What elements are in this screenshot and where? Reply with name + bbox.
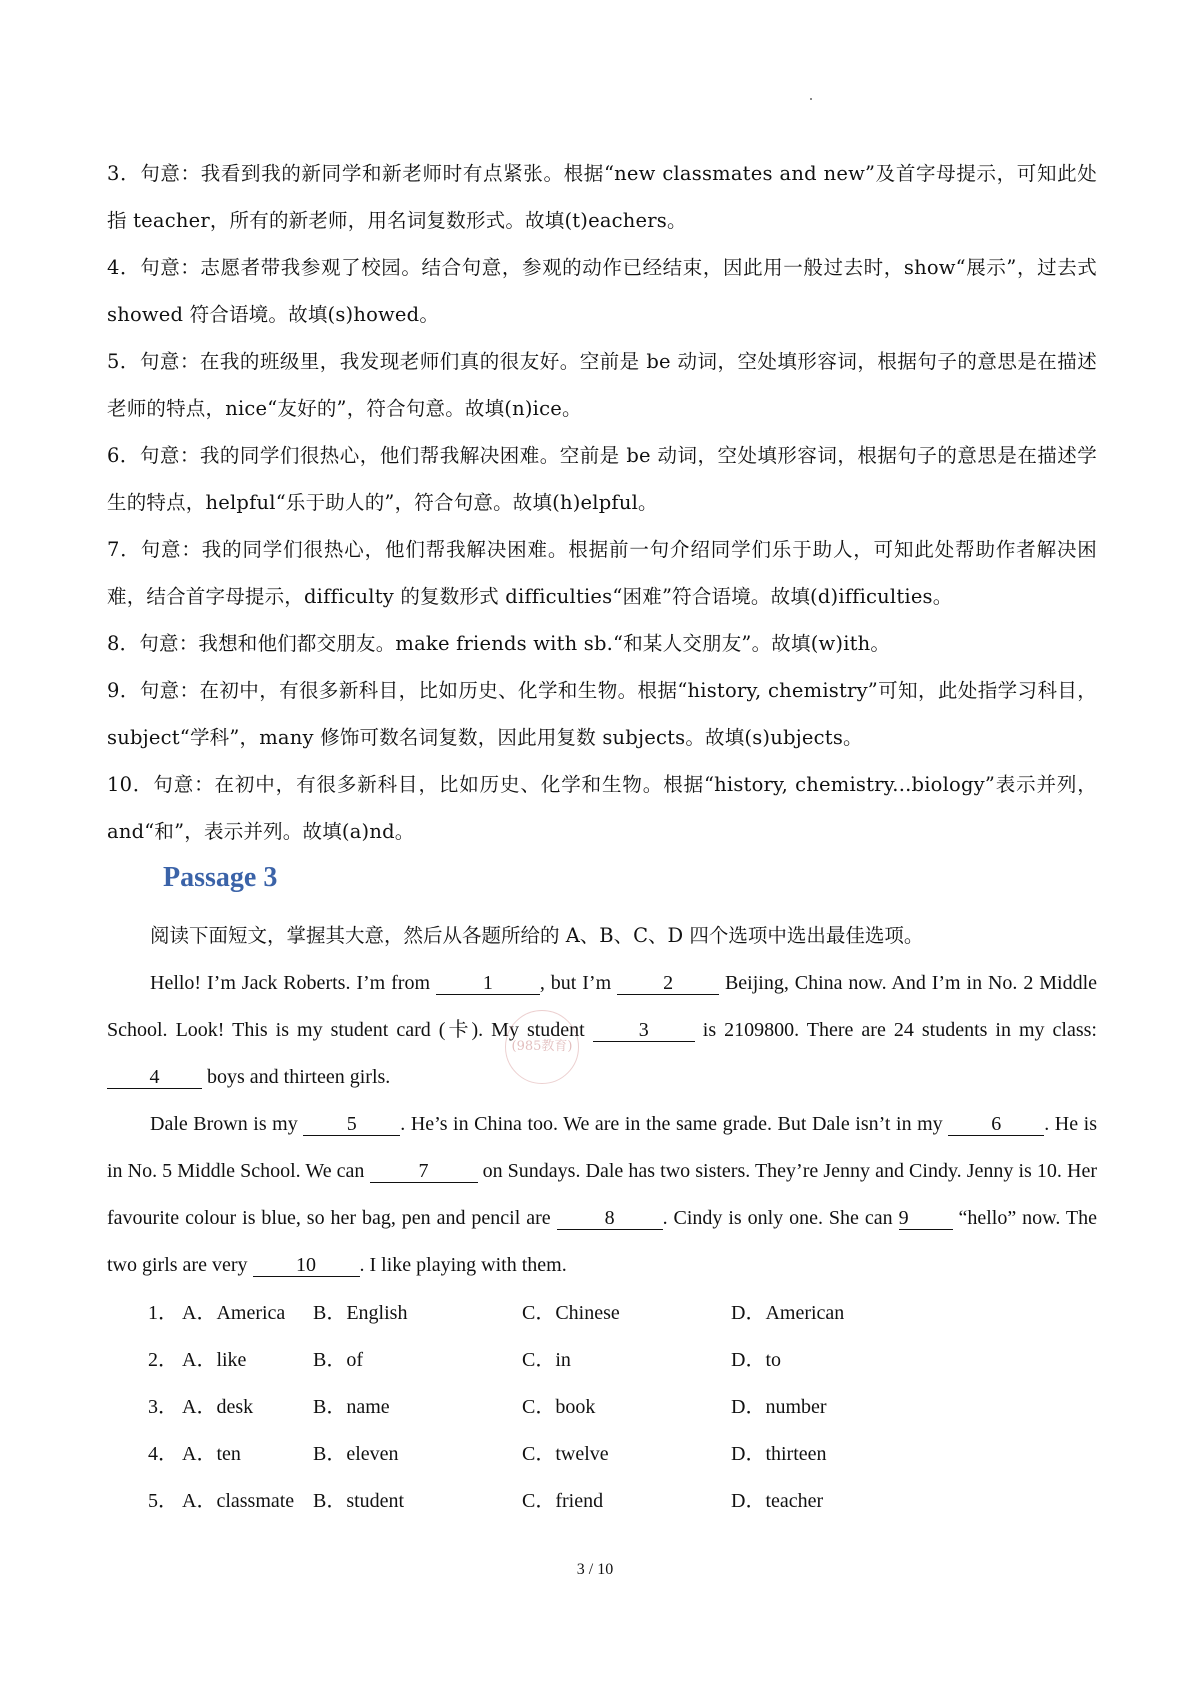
question-number: 4． (148, 1443, 178, 1465)
explanation-5: 5．句意：在我的班级里，我发现老师们真的很友好。空前是 be 动词，空处填形容词，根据句子的意思是在描述老师的特点，nice“友好的”，符合句意。故填(n)ice。 (107, 350, 1097, 420)
option-b: B．student (313, 1490, 405, 1512)
text-segment: is 2109800. There are 24 students in my class: (694, 1019, 1097, 1041)
explanation-9: 9．句意：在初中，有很多新科目，比如历史、化学和生物。根据“history, chemistry”可知，此处指学习科目，subject“学科”，many 修饰可数名词复数，因此用复数 subjects。故填(s)ubjects。 (107, 679, 1097, 749)
text-segment: . He’s in China too. We are in the same grade. But Dale isn’t in my (400, 1113, 949, 1135)
blank-2: 2 (617, 972, 719, 995)
question-row (148, 1478, 1048, 1525)
blank-5: 5 (303, 1113, 400, 1136)
option-d: D．to (731, 1349, 781, 1371)
blank-3: 3 (593, 1019, 695, 1042)
question-row (148, 1431, 1048, 1478)
option-a: A．ten (182, 1443, 241, 1465)
question-row (148, 1290, 1048, 1337)
option-c: C．friend (522, 1490, 604, 1512)
option-c: C．twelve (522, 1443, 609, 1465)
option-b: B．of (313, 1349, 363, 1371)
option-a: A．classmate (182, 1490, 295, 1512)
question-number: 2． (148, 1349, 178, 1371)
page-speck (810, 98, 812, 100)
blank-10: 10 (253, 1254, 360, 1277)
blank-6: 6 (948, 1113, 1044, 1136)
option-d: D．number (731, 1396, 827, 1418)
blank-9: 9 (899, 1207, 953, 1230)
blank-1: 1 (436, 972, 540, 995)
paragraph-1 (107, 960, 1097, 1101)
text-segment: , but I’m (539, 972, 618, 994)
passage-text (107, 960, 1097, 1289)
question-number: 5． (148, 1490, 178, 1512)
option-c: C．book (522, 1396, 596, 1418)
explanation-10: 10．句意：在初中，有很多新科目，比如历史、化学和生物。根据“history, chemistry...biology”表示并列，and“和”，表示并列。故填(a)nd。 (107, 773, 1097, 843)
question-number: 3． (148, 1396, 178, 1418)
page-number: 3 / 10 (576, 1561, 614, 1578)
text-segment: . I like playing with them. (359, 1254, 567, 1276)
text-segment: Hello! I’m Jack Roberts. I’m from (150, 972, 436, 994)
option-d: D．thirteen (731, 1443, 827, 1465)
option-a: A．America (182, 1302, 286, 1324)
passage-title: Passage 3 (163, 862, 278, 893)
option-d: D．teacher (731, 1490, 824, 1512)
answer-explanations (107, 150, 1097, 855)
option-c: C．Chinese (522, 1302, 620, 1324)
option-b: B．eleven (313, 1443, 399, 1465)
paragraph-2 (107, 1101, 1097, 1289)
option-b: B．name (313, 1396, 390, 1418)
explanation-8: 8．句意：我想和他们都交朋友。make friends with sb.“和某人交朋友”。故填(w)ith。 (107, 632, 891, 655)
text-segment: . He is in No. 5 Middle School. We can (107, 1113, 1097, 1182)
option-a: A．like (182, 1349, 247, 1371)
explanation-7: 7．句意：我的同学们很热心，他们帮我解决困难。根据前一句介绍同学们乐于助人，可知此处帮助作者解决困难，结合首字母提示，difficulty 的复数形式 difficulties“困难”符合语境。故填(d)ifficulties。 (107, 538, 1097, 608)
question-row (148, 1384, 1048, 1431)
option-b: B．English (313, 1302, 408, 1324)
explanation-4: 4．句意：志愿者带我参观了校园。结合句意，参观的动作已经结束，因此用一般过去时，show“展示”，过去式 showed 符合语境。故填(s)howed。 (107, 256, 1097, 326)
option-d: D．American (731, 1302, 845, 1324)
text-segment: Dale Brown is my (150, 1113, 304, 1135)
text-segment: “hello” now. The two girls are very (107, 1207, 1097, 1276)
text-segment: on Sundays. Dale has two sisters. They’re Jenny and Cindy. Jenny is 10. Her favourite colour is blue, so her bag, pen and pencil are (107, 1160, 1097, 1229)
explanation-6: 6．句意：我的同学们很热心，他们帮我解决困难。空前是 be 动词，空处填形容词，根据句子的意思是在描述学生的特点，helpful“乐于助人的”，符合句意。故填(h)elpful。 (107, 444, 1097, 514)
passage-instruction: 阅读下面短文，掌握其大意，然后从各题所给的 A、B、C、D 四个选项中选出最佳选项。 (150, 924, 924, 947)
text-segment: . Cindy is only one. She can (662, 1207, 899, 1229)
text-segment: boys and thirteen girls. (202, 1066, 391, 1088)
question-options (148, 1290, 1048, 1525)
option-c: C．in (522, 1349, 571, 1371)
question-number: 1． (148, 1302, 178, 1324)
explanation-3: 3．句意：我看到我的新同学和新老师时有点紧张。根据“new classmates and new”及首字母提示，可知此处指 teacher，所有的新老师，用名词复数形式。故填(t)eachers。 (107, 162, 1097, 232)
option-a: A．desk (182, 1396, 254, 1418)
blank-4: 4 (107, 1066, 202, 1089)
watermark-stamp: (985教育) (505, 1010, 579, 1084)
question-row (148, 1337, 1048, 1384)
blank-8: 8 (557, 1207, 663, 1230)
blank-7: 7 (370, 1160, 478, 1183)
text-segment: Beijing, China now. And I’m in No. 2 Middle School. Look! This is my student card (卡). My student (107, 972, 1097, 1041)
